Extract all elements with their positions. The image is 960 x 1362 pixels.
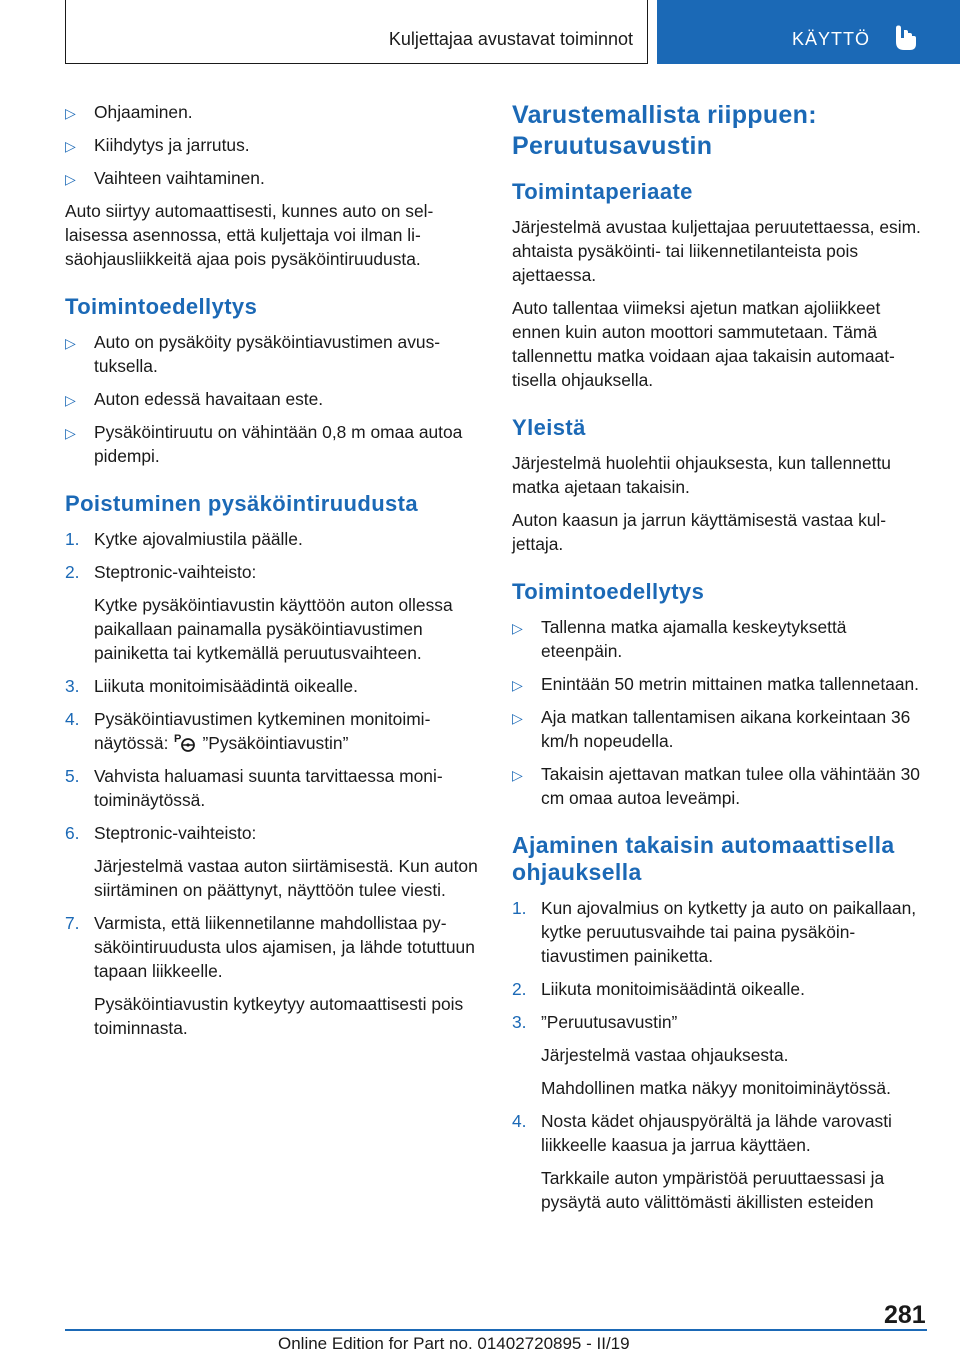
page-header: [65, 0, 960, 64]
paragraph: Auto siirtyy automaattisesti, kunnes auto on sellaisessa asennossa, että kuljettaja voi ilman lisäohjausliikkeitä ajaa pois pysäköintiruudusta.: [65, 201, 434, 269]
triangle-bullet-icon: ▷: [65, 392, 76, 408]
triangle-bullet-icon: ▷: [512, 620, 523, 636]
edition-note: Online Edition for Part no. 01402720895 - II/19: [278, 1334, 630, 1353]
step-item: 7. Varmista, että liikennetilanne mahdollistaa pysäköintiruudusta ulos ajamisen, ja lähde totuttuun tapaan liikkeelle.: [65, 913, 475, 981]
paragraph: Auton kaasun ja jarrun käyttämisestä vastaa kuljettaja.: [512, 510, 887, 554]
page-title: Varustemallista riippuen: Peruutusavustin: [512, 101, 817, 160]
step-item: 1. Kytke ajovalmiustila päälle.: [65, 529, 303, 549]
triangle-bullet-icon: ▷: [65, 138, 76, 154]
left-column: [65, 100, 480, 1049]
list-item: ▷ Aja matkan tallentamisen aikana korkeintaan 36 km/h nopeudella.: [512, 707, 911, 751]
paragraph: Auto tallentaa viimeksi ajetun matkan ajoliikkeet ennen kuin auton moottori sammutetaan. Tämä tallennettu matka voidaan ajaa takaisin automaattisella ohjauksella.: [512, 298, 895, 390]
heading-principle: Toimintaperiaate: [512, 179, 693, 204]
step-detail: Pysäköintiavustin kytkeytyy automaattisesti pois toiminnasta.: [94, 994, 464, 1038]
section-title-box: [65, 0, 648, 64]
triangle-bullet-icon: ▷: [512, 677, 523, 693]
chapter-tab: [657, 0, 960, 64]
step-detail: Järjestelmä vastaa ohjauksesta.: [541, 1045, 789, 1065]
parking-assistant-icon: [174, 732, 196, 752]
step-item: 2. Steptronic-vaihteisto:: [65, 562, 257, 582]
paragraph: Järjestelmä huolehtii ohjauksesta, kun tallennettu matka ajetaan takaisin.: [512, 453, 891, 497]
list-item: ▷ Tallenna matka ajamalla keskeytyksettä eteenpäin.: [512, 617, 847, 661]
svg-text:P: P: [174, 733, 182, 745]
paragraph: Järjestelmä avustaa kuljettajaa peruutettaessa, esim. ahtaista pysäköinti- tai liikennetilanteista pois ajettaessa.: [512, 217, 921, 285]
list-item: ▷ Ohjaaminen.: [65, 100, 480, 124]
step-item: 4. Pysäköintiavustimen kytkeminen monitoiminäytössä: P ”Pysäköintiavustin”: [65, 709, 431, 753]
right-column: [512, 100, 930, 1223]
triangle-bullet-icon: ▷: [512, 767, 523, 783]
step-item: 5. Vahvista haluamasi suunta tarvittaessa monitoiminäytössä.: [65, 766, 443, 810]
list-item: ▷ Takaisin ajettavan matkan tulee olla vähintään 30 cm omaa autoa leveämpi.: [512, 764, 920, 808]
step-item: 2. Liikuta monitoimisäädintä oikealle.: [512, 979, 805, 999]
list-item: ▷ Vaihteen vaihtaminen.: [65, 166, 480, 190]
step-item: 3. ”Peruutusavustin”: [512, 1012, 678, 1032]
step-item: 4. Nosta kädet ohjauspyörältä ja lähde varovasti liikkeelle kaasua ja jarrua käyttäen.: [512, 1111, 892, 1155]
step-detail: Järjestelmä vastaa auton siirtämisestä. Kun auton siirtäminen on päättynyt, näyttöön tulee viesti.: [94, 856, 478, 900]
step-detail: Mahdollinen matka näkyy monitoiminäytössä.: [541, 1078, 891, 1098]
heading-auto-return: Ajaminen takaisin automaattisella ohjauksella: [512, 832, 895, 885]
list-item: ▷ Auton edessä havaitaan este.: [65, 387, 480, 411]
step-item: 6. Steptronic-vaihteisto:: [65, 823, 257, 843]
list-item: ▷ Auto on pysäköity pysäköintiavustimen avustuksella.: [65, 332, 441, 376]
heading-exit: Poistuminen pysäköintiruudusta: [65, 491, 419, 516]
section-title: Kuljettajaa avustavat toiminnot: [388, 29, 633, 49]
triangle-bullet-icon: ▷: [65, 171, 76, 187]
footer-divider: [65, 1329, 927, 1331]
triangle-bullet-icon: ▷: [65, 425, 76, 441]
step-detail: Kytke pysäköintiavustin käyttöön auton ollessa paikallaan painamalla pysäköintiavustimen painiketta tai kytkemällä peruutusvaihteen.: [94, 595, 453, 663]
page-number: 281: [884, 1301, 926, 1329]
step-detail: Tarkkaile auton ympäristöä peruuttaessasi ja pysäytä auto välittömästi äkillisten esteiden: [541, 1168, 885, 1212]
step-item: 3. Liikuta monitoimisäädintä oikealle.: [65, 676, 358, 696]
chapter-label: KÄYTTÖ: [792, 29, 871, 49]
heading-conditions: Toimintoedellytys: [65, 294, 258, 319]
heading-general: Yleistä: [512, 415, 586, 440]
list-item: ▷ Pysäköintiruutu on vähintään 0,8 m omaa autoa pidempi.: [65, 422, 463, 466]
hand-pointer-icon: [890, 24, 920, 54]
list-item: ▷ Kiihdytys ja jarrutus.: [65, 133, 480, 157]
triangle-bullet-icon: ▷: [65, 335, 76, 351]
heading-conditions: Toimintoedellytys: [512, 579, 705, 604]
step-item: 1. Kun ajovalmius on kytketty ja auto on paikallaan, kytke peruutusvaihde tai paina pysäköintiavustimen painiketta.: [512, 898, 917, 966]
triangle-bullet-icon: ▷: [512, 710, 523, 726]
triangle-bullet-icon: ▷: [65, 105, 76, 121]
list-item: ▷ Enintään 50 metrin mittainen matka tallennetaan.: [512, 672, 930, 696]
